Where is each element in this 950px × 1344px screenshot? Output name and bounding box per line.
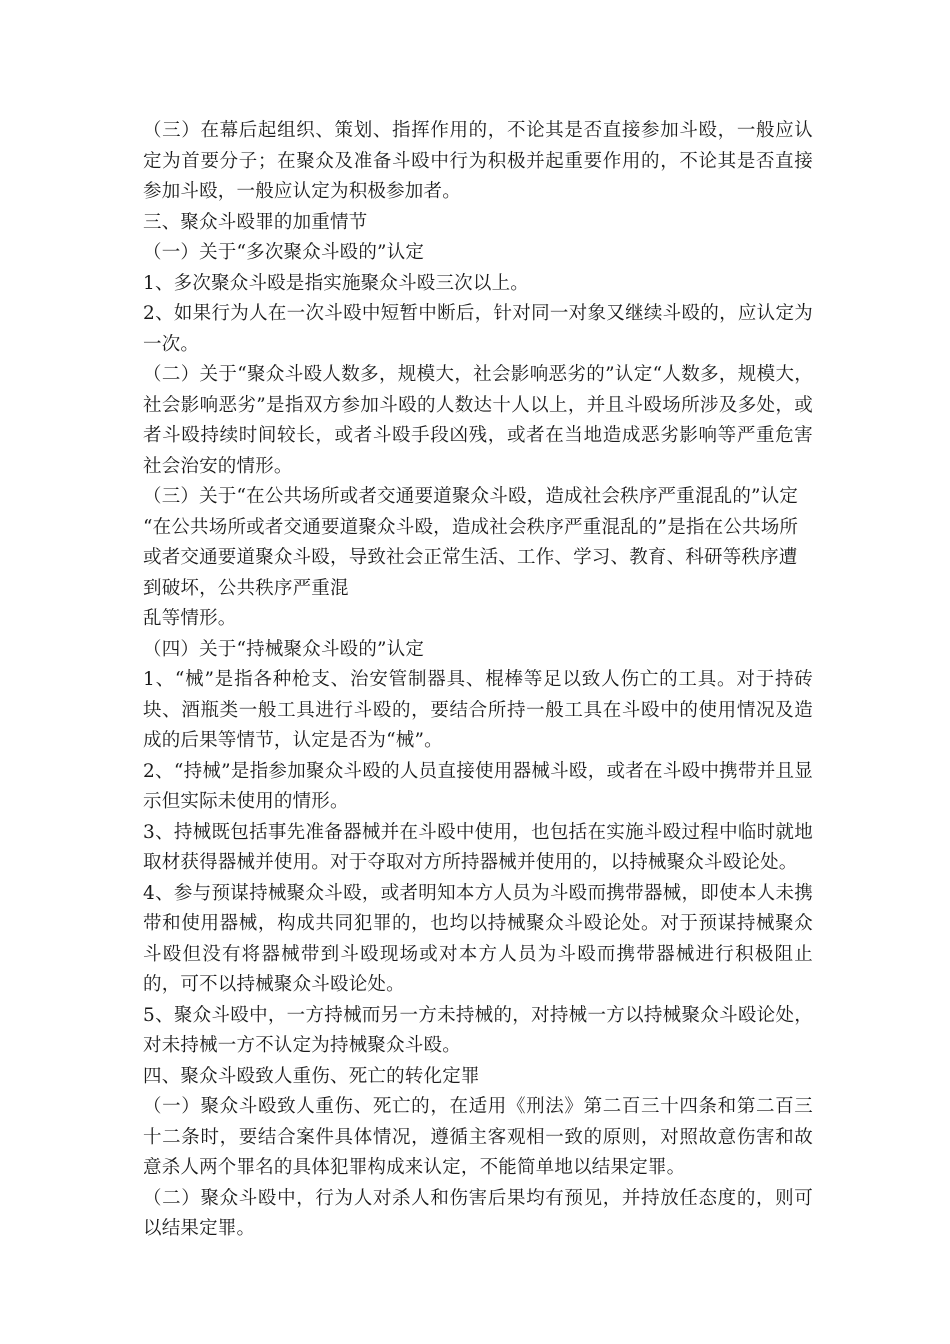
document-body	[143, 116, 813, 1245]
paragraph-armed-2: 2、“持械”是指参加聚众斗殴的人员直接使用器械斗殴，或者在斗殴中携带并且显示但实际未使用的情形。	[143, 760, 813, 812]
paragraph-large-scale: （二）关于“聚众斗殴人数多，规模大，社会影响恶劣的”认定“人数多，规模大，社会影响恶劣”是指双方参加斗殴的人数达十人以上，并且斗殴场所涉及多处，或者斗殴持续时间较长，或者斗殴手段凶残，或者在当地造成恶劣影响等严重危害社会治安的情形。	[143, 364, 813, 477]
paragraph-organizer-rule: （三）在幕后起组织、策划、指挥作用的，不论其是否直接参加斗殴，一般应认定为首要分子；在聚众及准备斗殴中行为积极并起重要作用的，不论其是否直接参加斗殴，一般应认定为积极参加者。	[143, 120, 813, 202]
paragraph-armed-1: 1、“械”是指各种枪支、治安管制器具、棍棒等足以致人伤亡的工具。对于持砖块、酒瓶类一般工具进行斗殴的，要结合所持一般工具在斗殴中的使用情况及造成的后果等情节，认定是否为“械”。	[143, 669, 813, 751]
subsection-heading-multiple: （一）关于“多次聚众斗殴的”认定	[143, 242, 425, 263]
paragraph-conversion-2: （二）聚众斗殴中，行为人对杀人和伤害后果均有预见，并持放任态度的，则可以结果定罪。	[143, 1187, 813, 1239]
section-heading-aggravating: 三、聚众斗殴罪的加重情节	[143, 211, 368, 233]
paragraph-public-place-cont: 乱等情形。	[143, 608, 237, 629]
paragraph-public-place: （三）关于“在公共场所或者交通要道聚众斗殴，造成社会秩序严重混乱的”认定 “在公共场所或者交通要道聚众斗殴，造成社会秩序严重混乱的”是指在公共场所或者交通要道聚众斗殴，导致社会正常生活、工作、学习、教育、科研等秩序遭到破坏，公共秩序严重混	[143, 486, 799, 599]
section-heading-conversion: 四、聚众斗殴致人重伤、死亡的转化定罪	[143, 1065, 480, 1087]
paragraph-conversion-1: （一）聚众斗殴致人重伤、死亡的，在适用《刑法》第二百三十四条和第二百三十二条时，要结合案件具体情况，遵循主客观相一致的原则，对照故意伤害和故意杀人两个罪名的具体犯罪构成来认定，不能简单地以结果定罪。	[143, 1096, 813, 1178]
paragraph-multiple-1: 1、多次聚众斗殴是指实施聚众斗殴三次以上。	[143, 272, 529, 294]
subsection-heading-armed: （四）关于“持械聚众斗殴的”认定	[143, 638, 425, 660]
paragraph-armed-5: 5、聚众斗殴中，一方持械而另一方未持械的，对持械一方以持械聚众斗殴论处，对未持械一方不认定为持械聚众斗殴。	[143, 1004, 813, 1056]
paragraph-armed-4: 4、参与预谋持械聚众斗殴，或者明知本方人员为斗殴而携带器械，即使本人未携带和使用器械，构成共同犯罪的，也均以持械聚众斗殴论处。对于预谋持械聚众斗殴但没有将器械带到斗殴现场或对本方人员为斗殴而携带器械进行积极阻止的，可不以持械聚众斗殴论处。	[143, 882, 813, 995]
paragraph-armed-3: 3、持械既包括事先准备器械并在斗殴中使用，也包括在实施斗殴过程中临时就地取材获得器械并使用。对于夺取对方所持器械并使用的，以持械聚众斗殴论处。	[143, 821, 813, 873]
paragraph-multiple-2: 2、如果行为人在一次斗殴中短暂中断后，针对同一对象又继续斗殴的，应认定为一次。	[143, 303, 813, 355]
